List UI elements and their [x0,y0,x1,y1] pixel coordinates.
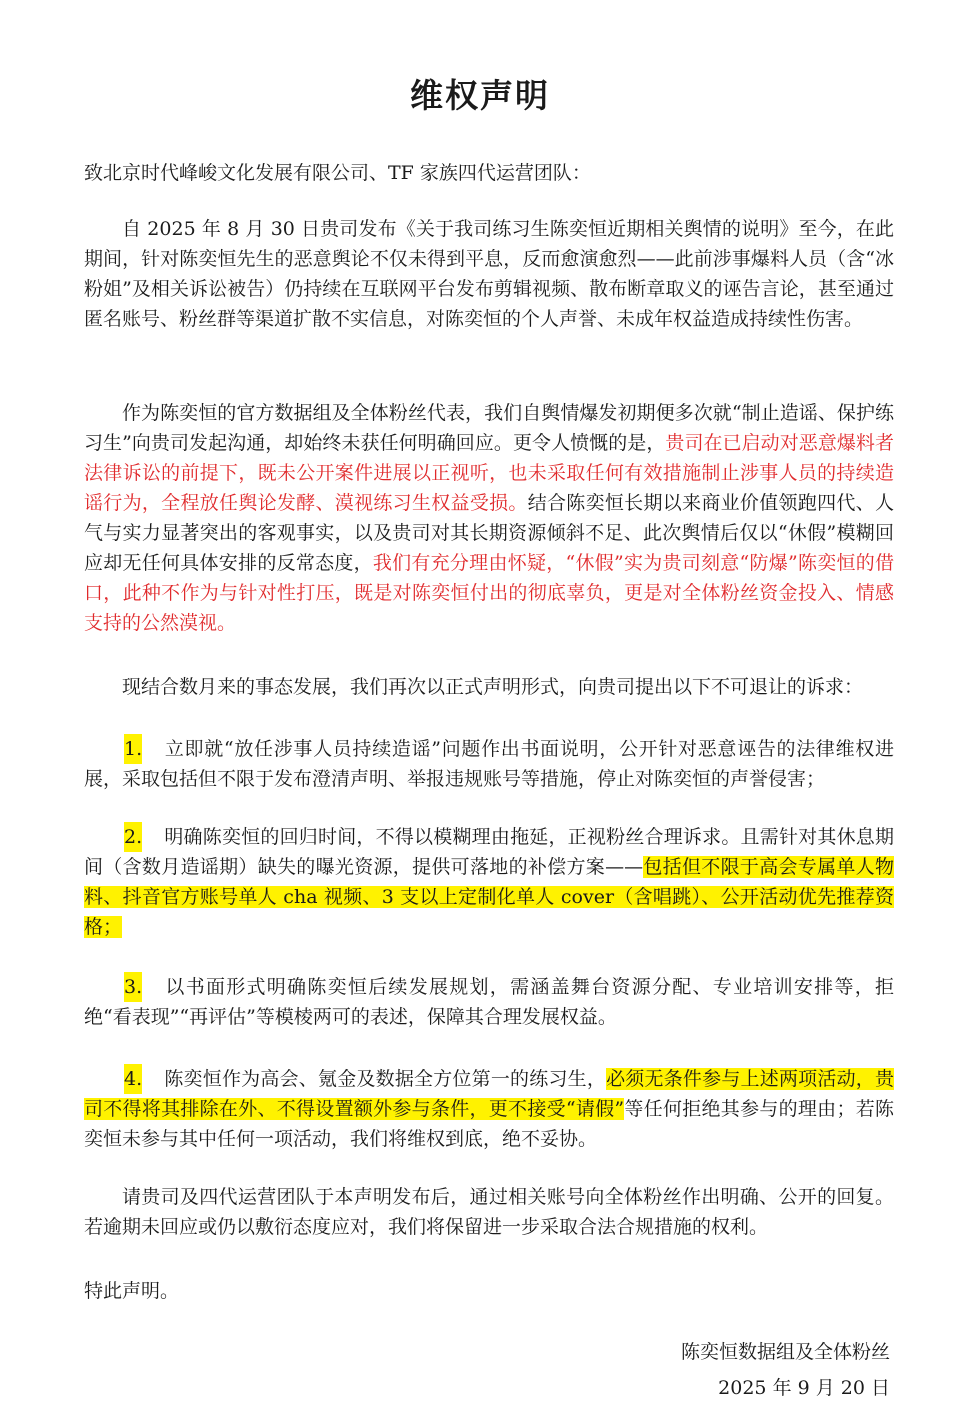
demand-text: 立即就“放任涉事人员持续造谣”问题作出书面说明，公开针对恶意诬告的法律维权进展，采取包括但不限于发布澄清声明、举报违规账号等措施，停止对陈奕恒的声誉侵害； [84,738,894,790]
demand-tail-text: 等任何拒绝其参与的理由；若陈奕恒未参与其中任何一项活动，我们将维权到底，绝不妥协。 [84,1098,894,1150]
demand-item-3 [84,972,894,1032]
paragraph-background: 自 2025 年 8 月 30 日贵司发布《关于我司练习生陈奕恒近期相关舆情的说明》至今，在此期间，针对陈奕恒先生的恶意舆论不仅未得到平息，反而愈演愈烈——此前涉事爆料人员（含“冰粉姐”及相关诉讼被告）仍持续在互联网平台发布剪辑视频、散布断章取义的诬告言论，甚至通过匿名账号、粉丝群等渠道扩散不实信息，对陈奕恒的个人声誉、未成年权益造成持续性伤害。 [84,218,894,330]
demand-text: 陈奕恒作为高会、氪金及数据全方位第一的练习生， [164,1068,607,1090]
signature-block [681,1334,890,1406]
demand-text: 以书面形式明确陈奕恒后续发展规划，需涵盖舞台资源分配、专业培训安排等，拒绝“看表现”“再评估”等模棱两可的表述，保障其合理发展权益。 [84,976,894,1028]
demand-item-1 [84,734,894,794]
paragraph-grievance [84,398,894,638]
closing-text: 特此声明。 [84,1280,180,1302]
demand-item-2 [84,822,894,942]
grievance-red-text-2: 我们有充分理由怀疑，“休假”实为贵司刻意“防爆”陈奕恒的借口，此种不作为与针对性打压，既是对陈奕恒付出的彻底辜负，更是对全体粉丝资金投入、情感支持的公然漠视。 [84,552,894,634]
grievance-red-text-1: 贵司在已启动对恶意爆料者法律诉讼的前提下，既未公开案件进展以正视听，也未采取任何有效措施制止涉事人员的持续造谣行为，全程放任舆论发酵、漠视练习生权益受损。 [84,432,894,514]
salutation: 致北京时代峰峻文化发展有限公司、TF 家族四代运营团队： [84,162,591,184]
paragraph-reply-request: 请贵司及四代运营团队于本声明发布后，通过相关账号向全体粉丝作出明确、公开的回复。若逾期未回应或仍以敷衍态度应对，我们将保留进一步采取合法合规措施的权利。 [84,1186,894,1238]
demand-number: 2. [124,822,142,852]
demand-item-4 [84,1064,894,1154]
signature-date: 2025 年 9 月 20 日 [718,1377,890,1399]
demand-highlight-text: 包括但不限于高会专属单人物料、抖音官方账号单人 cha 视频、3 支以上定制化单人 cover（含唱跳）、公开活动优先推荐资格； [84,856,894,938]
signature-name: 陈奕恒数据组及全体粉丝 [680,1341,890,1363]
grievance-text-2: 结合陈奕恒长期以来商业价值领跑四代、人气与实力显著突出的客观事实，以及贵司对其长期资源倾斜不足、此次舆情后仅以“休假”模糊回应却无任何具体安排的反常态度， [84,492,894,574]
demand-text: 明确陈奕恒的回归时间，不得以模糊理由拖延，正视粉丝合理诉求。且需针对其休息期间（含数月造谣期）缺失的曝光资源，提供可落地的补偿方案—— [84,826,894,878]
demand-number: 1. [124,734,142,764]
paragraph-demands-intro: 现结合数月来的事态发展，我们再次以正式声明形式，向贵司提出以下不可退让的诉求： [122,676,864,698]
grievance-text-1: 作为陈奕恒的官方数据组及全体粉丝代表，我们自舆情爆发初期便多次就“制止造谣、保护练习生”向贵司发起沟通，却始终未获任何明确回应。更令人愤慨的是， [84,402,894,454]
demand-number: 3. [124,972,142,1002]
demand-highlight-text: 必须无条件参与上述两项活动，贵司不得将其排除在外、不得设置额外参与条件，更不接受“请假” [84,1068,894,1120]
demand-number: 4. [124,1064,142,1094]
page-title: 维权声明 [410,76,550,115]
